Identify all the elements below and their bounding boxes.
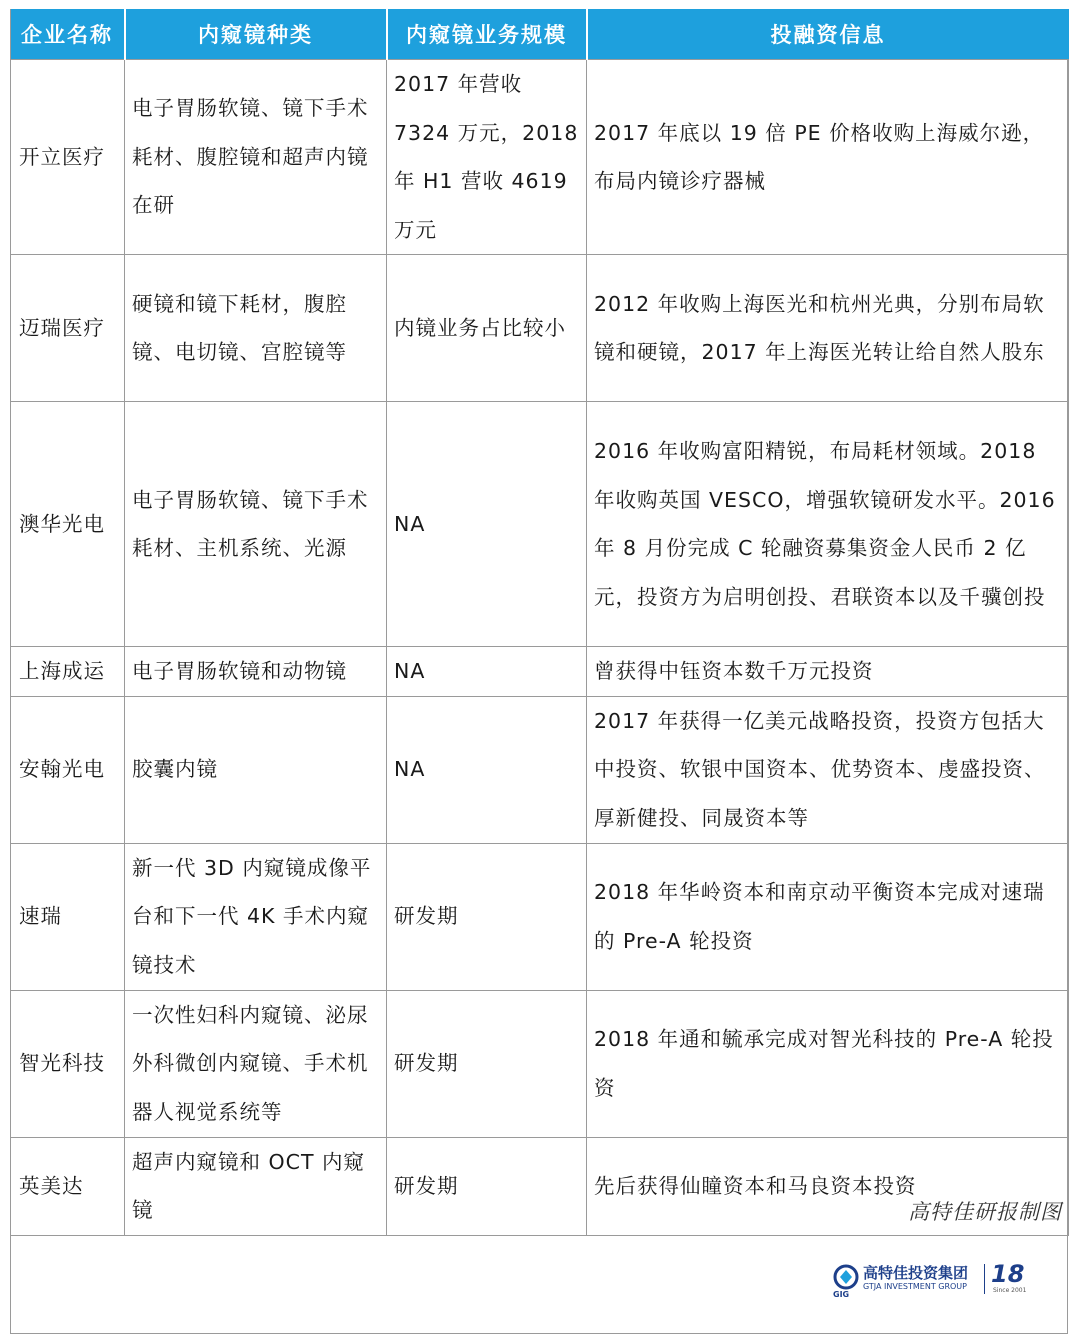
header-business-scale: 内窥镜业务规模 [387, 9, 587, 60]
header-financing-info: 投融资信息 [587, 9, 1069, 60]
table-row [11, 647, 1069, 697]
business-scale: 2017 年营收 7324 万元，2018 年 H1 营收 4619 万元 [387, 60, 587, 255]
table-row [11, 696, 1069, 843]
financing-info: 2018 年通和毓承完成对智光科技的 Pre-A 轮投资 [587, 990, 1069, 1137]
company-name: 迈瑞医疗 [11, 255, 125, 402]
header-company-name: 企业名称 [11, 9, 125, 60]
company-logo [833, 1262, 1033, 1302]
business-scale: NA [387, 647, 587, 697]
endoscope-type: 胶囊内镜 [125, 696, 387, 843]
business-scale: 研发期 [387, 843, 587, 990]
business-scale: NA [387, 696, 587, 843]
logo-english-name: GTJA INVESTMENT GROUP [863, 1282, 967, 1291]
company-name: 上海成运 [11, 647, 125, 697]
table-row [11, 60, 1069, 255]
endoscope-type: 新一代 3D 内窥镜成像平台和下一代 4K 手术内窥镜技术 [125, 843, 387, 990]
financing-info: 2016 年收购富阳精锐，布局耗材领域。2018 年收购英国 VESCO，增强软镜研发水平。2016 年 8 月份完成 C 轮融资募集资金人民币 2 亿元，投资方为启明创投、君联资本以及千骥创投 [587, 402, 1069, 647]
logo-anniversary-number: 18 [991, 1260, 1025, 1288]
company-name: 智光科技 [11, 990, 125, 1137]
endoscope-type: 超声内窥镜和 OCT 内窥镜 [125, 1137, 387, 1235]
endoscope-type: 硬镜和镜下耗材，腹腔镜、电切镜、宫腔镜等 [125, 255, 387, 402]
financing-info: 2017 年获得一亿美元战略投资，投资方包括大中投资、软银中国资本、优势资本、虔盛投资、厚新健投、同晟资本等 [587, 696, 1069, 843]
financing-info: 曾获得中钰资本数千万元投资 [587, 647, 1069, 697]
company-name: 英美达 [11, 1137, 125, 1235]
business-scale: 研发期 [387, 1137, 587, 1235]
gig-logo-icon [833, 1264, 859, 1290]
source-note: 高特佳研报制图 [908, 1200, 1062, 1224]
business-scale: 研发期 [387, 990, 587, 1137]
endoscope-type: 电子胃肠软镜、镜下手术耗材、主机系统、光源 [125, 402, 387, 647]
endoscope-type: 电子胃肠软镜、镜下手术耗材、腹腔镜和超声内镜在研 [125, 60, 387, 255]
logo-mark-text: GIG [833, 1290, 850, 1299]
logo-divider [984, 1264, 985, 1294]
financing-info: 2018 年华岭资本和南京动平衡资本完成对速瑞的 Pre-A 轮投资 [587, 843, 1069, 990]
endoscope-type: 一次性妇科内窥镜、泌尿外科微创内窥镜、手术机器人视觉系统等 [125, 990, 387, 1137]
table-row [11, 990, 1069, 1137]
business-scale: 内镜业务占比较小 [387, 255, 587, 402]
financing-info: 2012 年收购上海医光和杭州光典，分别布局软镜和硬镜，2017 年上海医光转让给自然人股东 [587, 255, 1069, 402]
company-name: 安翰光电 [11, 696, 125, 843]
company-name: 速瑞 [11, 843, 125, 990]
header-endoscope-type: 内窥镜种类 [125, 9, 387, 60]
financing-info: 2017 年底以 19 倍 PE 价格收购上海威尔逊，布局内镜诊疗器械 [587, 60, 1069, 255]
table-row [11, 843, 1069, 990]
table-row [11, 255, 1069, 402]
company-name: 开立医疗 [11, 60, 125, 255]
business-scale: NA [387, 402, 587, 647]
company-name: 澳华光电 [11, 402, 125, 647]
logo-since: Since 2001 [993, 1287, 1027, 1294]
financing-info: 先后获得仙瞳资本和马良资本投资 [587, 1137, 1069, 1235]
table-header-row [11, 9, 1069, 60]
logo-chinese-name: 高特佳投资集团 [863, 1264, 969, 1282]
table-row [11, 402, 1069, 647]
endoscope-type: 电子胃肠软镜和动物镜 [125, 647, 387, 697]
company-table [10, 9, 1069, 1236]
